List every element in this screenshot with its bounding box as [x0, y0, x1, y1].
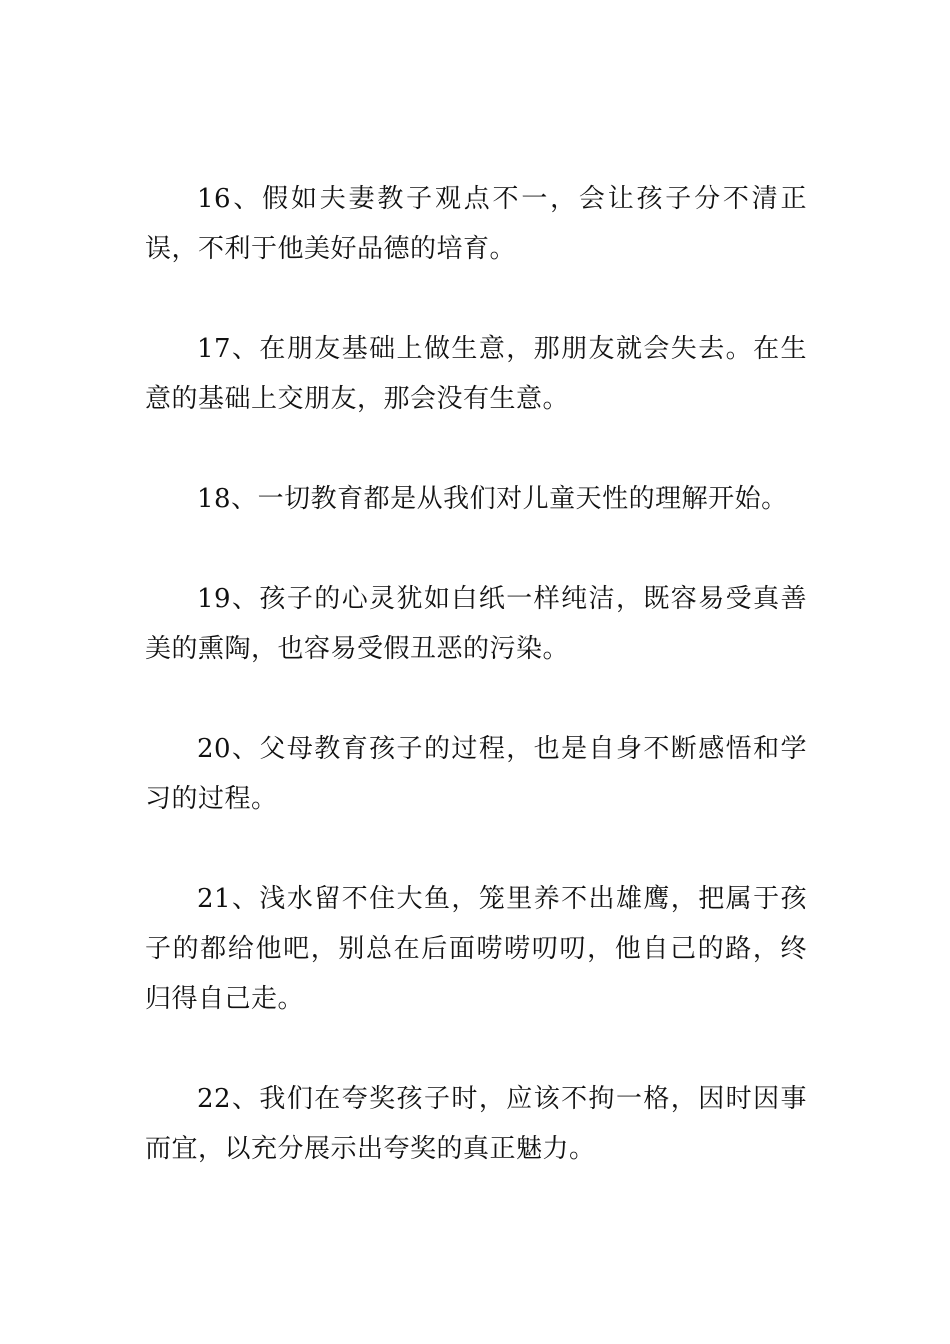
paragraph-19: 19、孩子的心灵犹如白纸一样纯洁，既容易受真善美的熏陶，也容易受假丑恶的污染。: [145, 584, 807, 664]
paragraph-16: 16、假如夫妻教子观点不一，会让孩子分不清正误，不利于他美好品德的培育。: [145, 184, 807, 264]
paragraph-20: 20、父母教育孩子的过程，也是自身不断感悟和学习的过程。: [145, 734, 807, 814]
paragraph-21: 21、浅水留不住大鱼，笼里养不出雄鹰，把属于孩子的都给他吧，别总在后面唠唠叨叨，他自己的路，终归得自己走。: [145, 884, 807, 1014]
paragraph-18: 18、一切教育都是从我们对儿童天性的理解开始。: [197, 484, 788, 514]
paragraph-22: 22、我们在夸奖孩子时，应该不拘一格，因时因事而宜，以充分展示出夸奖的真正魅力。: [145, 1084, 807, 1164]
document-body: [145, 174, 807, 1224]
paragraph-17: 17、在朋友基础上做生意，那朋友就会失去。在生意的基础上交朋友，那会没有生意。: [145, 334, 807, 414]
